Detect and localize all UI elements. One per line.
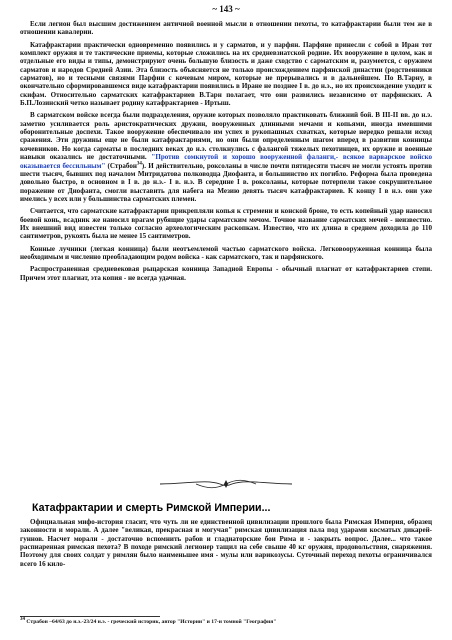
- citation-text: (Страбон: [105, 161, 137, 170]
- paragraph-with-quote: [20, 111, 432, 203]
- paragraph: Катафрактарии практически одновременно появились и у сарматов, и у парфян. Парфяне принесли с собой в Иран тот комплект оружия и те тактические приемы, которые сложились на их средневзиатской родине. Их вооружение в целом, как и отдельные его виды и типы, демонстрируют очень большую близость и даже сходство с сарматским и, разумеется, с оружием сарматов и народов Средней Азии. Эта близость объясняется не только происхождением парфянской династии (родственники сарматов), но и тесными связями Парфии с кочевым миром, которые не прерывались и в дальнейшем. По В.Тарну, в окончательно сформировавшемся виде катафрактарии появились в Иране не позднее I в. до н.э., но их происхождение уходит к скифам. Относительно сарматских катафрактариев В.Тарн полагает, что они развились независимо от парфянских. А Б.П.Лозинский четко называет родину катафрактариев - Иртыш.: [20, 40, 432, 108]
- paragraph: Конные лучники (легкая конница) были неотъемлемой частью сарматского войска. Легковооруженная конница была необходимым и численно преобладающим родом войска - как сарматского, так и парфянского.: [20, 244, 432, 261]
- paragraph-text: В сарматском войске всегда были подразделения, оружие которых позволяло практиковать ближний бой. В III-II вв. до н.э. заметно усиливается роль аристократических дружин, вооруженных длинными мечами и копьями, иногда имевшими оборонительные доспехи. Такое вооружение обеспечивало им успех в рукопашных схватках, которые нередко решали исход сражения. Эти дружины еще не были катафрактариями, но они были определенным шагом вперед в развитии конницы кочевников. Но когда сарматы в последних веках до н.э. столкнулись с фалангой тяжелых пехотинцев, их оружие и военные навыки оказались не достаточными.: [20, 111, 432, 162]
- footnote: [20, 619, 432, 626]
- main-text: [20, 20, 432, 286]
- ornament-divider-icon: [156, 477, 296, 491]
- paragraph: Распространенная средневековая рыцарская конница Западной Европы - обычный плагиат от катафрактариев степи. Причем этот плагиат, эта копия - не всегда удачная.: [20, 265, 432, 282]
- section-heading: Катафрактарии и смерть Римской Империи...: [32, 502, 271, 514]
- paragraph: Если легион был высшим достижением античной военной мысли в отношении пехоты, то катафрактарии были тем же в отношении кавалерии.: [20, 20, 432, 37]
- footnote-divider: [20, 616, 160, 617]
- footnote-number: 34: [20, 617, 25, 623]
- page-number: ~ 143 ~: [212, 4, 240, 14]
- paragraph: Официальная мифо-история гласит, что чуть ли не единственной цивилизации прошлого была Римская Империя, образец законности и морали. А далее "великая, прекрасная и могучая" римская цивилизация пала под ударами косматых дикарей-гуннов. Насчет морали - достаточно вспомнить рабов и гладиаторские бои Рима и - закрыть вопрос. Далее... что такое распиаренная римская пехота? В походе римский легионер тащил на себе свыше 40 кг оружия, продовольствия, снаряжения. Поэтому для своих солдат у римлян было наименьшее имя - мулы или варикозусы. Суточный переход пехоты ограничивался всего 16 кило-: [20, 518, 432, 568]
- highlighted-quote: "Против сомкнутой и хорошо вооруженной фаланги,- всякое варварское войско оказывается бессильным": [20, 153, 432, 170]
- paragraph-text: ). И действительно, роксоланы в числе почти пятидесяти тысяч не могли устоять против шести тысяч, бывших под началом Митридатова полководца Диофанта, и большинство их погибло. Реформа была проведена довольно быстро, в основном в I в. до н.э.- I в. н.э. В середине I в. роксоланы, которые потерпели такое сокрушительное поражение от Диофанта, смогли выставить для набега на Мезию девять тысяч катафрактариев. К концу I в н.э. они уже имелись у всех или у большинства сарматских племен.: [20, 161, 433, 203]
- section-text: [20, 518, 432, 568]
- paragraph: Считается, что сарматские катафрактарии прикрепляли копья к стремени и конской броне, то есть копейный удар наносил боевой конь, всадник же наносил врагам рубящие удары сарматским мечом. Точное название сарматских мечей - неизвестно. Их внешний вид известен только согласно археологическим раскопкам. Известно, что их длина в среднем доходила до 110 сантиметров, рукоять была не менее 15 сантиметров.: [20, 207, 432, 241]
- footnote-text: Страбон –64/63 до н.э.-23/24 н.э. - греческий историк, автор "Истории" и 17-и томной "География": [26, 619, 277, 625]
- footnote-reference[interactable]: 34: [136, 161, 142, 167]
